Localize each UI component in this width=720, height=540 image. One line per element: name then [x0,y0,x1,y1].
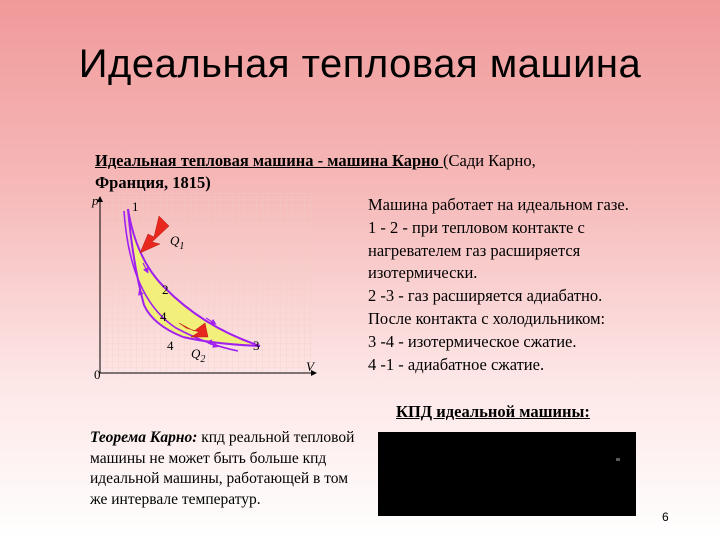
point-4-lower-label: 4 [167,338,174,353]
efficiency-heading: КПД идеальной машины: [396,402,590,421]
formula-artifact [616,458,620,461]
p-axis-label: p [92,193,99,208]
point-3-label: 3 [253,338,260,353]
intro-underlined: Идеальная тепловая машина - машина Карно [95,151,443,170]
description-line: 2 -3 - газ расширяется адиабатно. [368,286,603,306]
description-line: 4 -1 - адиабатное сжатие. [368,354,545,374]
q1-label: $Q_1$ [170,233,185,252]
page-number: 6 [662,510,669,524]
cycle-description [368,194,713,376]
description-line: После контакта с холодильником: [368,308,606,328]
diagram-grid [100,193,312,373]
origin-label: 0 [94,367,101,382]
efficiency-formula-image [378,432,636,516]
theorem-label: Теорема Карно: [90,429,198,446]
q2-label: $Q_2$ [191,346,206,365]
intro-rest: (Сади Карно, [443,151,536,170]
point-4-label: 4 [160,309,167,324]
intro-text [95,150,655,194]
description-line: 3 -4 - изотермическое сжатие. [368,331,577,351]
description-line: Машина работает на идеальном газе. [368,195,629,214]
description-line: изотермически. [368,263,478,283]
carnot-cycle-diagram [88,193,324,383]
v-axis-label: V [306,359,314,374]
theorem-text: кпд реальной тепловой машины не может быть больше кпд идеальной машины, работающей в том же интервале температур. [90,429,355,508]
description-line: 1 - 2 - при тепловом контакте с [368,217,585,237]
slide-title: Идеальная тепловая машина [78,42,642,86]
point-1-label: 1 [132,199,139,214]
intro-line2: Франция, 1815) [95,173,211,192]
carnot-theorem [90,428,360,510]
point-2-label: 2 [162,282,169,297]
description-line: нагревателем газ расширяется [368,240,581,260]
